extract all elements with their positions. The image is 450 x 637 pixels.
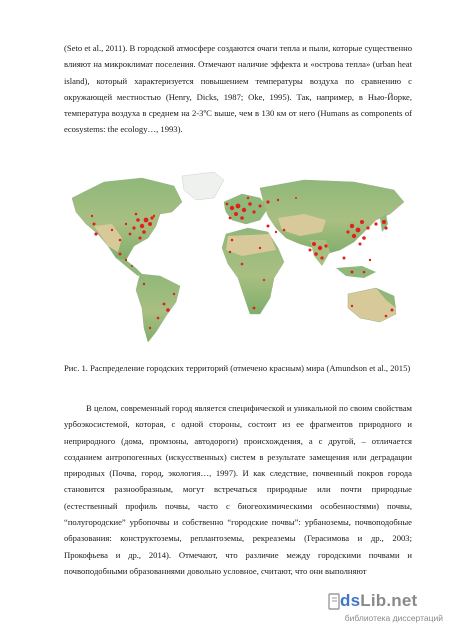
south-america-shape: [136, 274, 180, 342]
brand-suffix: Lib.net: [360, 591, 418, 610]
north-america-shape: [72, 178, 182, 260]
central-america-shape: [116, 258, 142, 276]
watermark-brand: [340, 591, 417, 611]
brand-prefix: ds: [340, 591, 361, 610]
world-urban-map: [64, 168, 412, 346]
paragraph-top: (Seto et al., 2011). В городской атмосфере создаются очаги тепла и пыли, которые существенно влияют на микроклимат поселения. Отмечают наличие эффекта и «острова тепла» (urban heat island), который характеризуется повышением температуры воздуха по сравнению с окружающей местностью (Henry, Dicks, 1987; Oke, 1995). Так, например, в Нью-Йорке, температура воздуха в среднем на 2-3ºС выше, чем в 130 км от него (Humans as components of ecosystems: the ecology…, 1993).: [64, 43, 412, 135]
se-asia-islands: [336, 266, 376, 278]
watermark-tagline: библиотека диссертаций: [344, 613, 443, 623]
australia-shape: [348, 288, 396, 322]
paragraph-bottom: В целом, современный город является специфической и уникальной по своим свойствам урбоэкосистемой, которая, с одной стороны, состоит из ее фрагментов природного и неприродного (дома, промзоны, автодороги) происхождения, а с другой, – отличается созданием антропогенных (искусственных) систем в результате замещения или деградации природных (Почва, город, экология…, 1997). И как следствие, почвенный покров города становится разнообразным, могут встречаться природные или почти природные (естественный профиль почвы, часто с биогеохимическими особенностями) почвы, “полугородские” урбопочвы и собственно “городские почвы”: урбаноземы, почвоподобные образования: конструктоземы, реплантоземы, рекреаземы (Герасимова и др., 2003; Прокофьева и др., 2014). Отмечают, что различие между городскими почвами и почвоподобными образованиями довольно условное, считают, что они выполняют: [64, 403, 412, 576]
figure-caption: Рис. 1. Распределение городских территорий (отмечено красным) мира (Amundson et al., 2015): [64, 363, 411, 373]
world-map-figure: [64, 168, 412, 346]
greenland-shape: [182, 172, 224, 200]
dslib-watermark[interactable]: [328, 591, 443, 631]
